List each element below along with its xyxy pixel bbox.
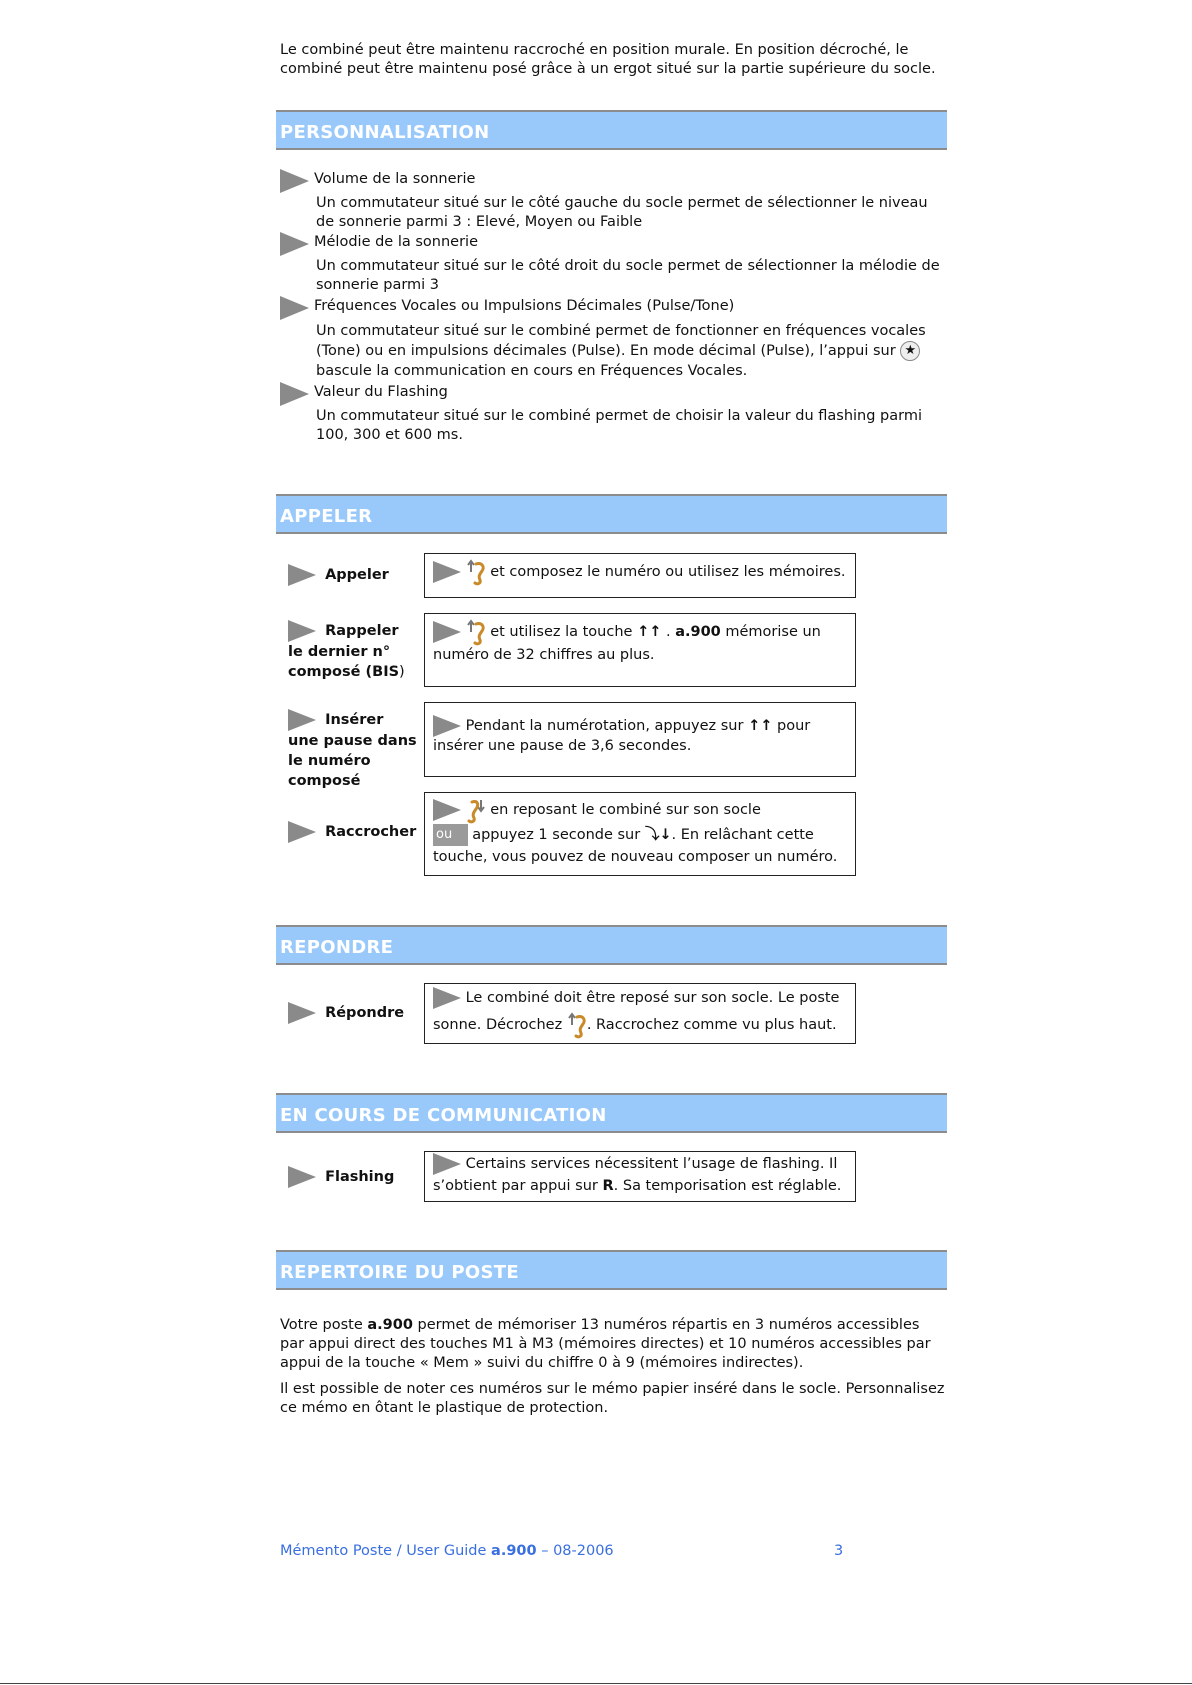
perso-item-body [316, 321, 946, 381]
footer-brand: a.900 [491, 1543, 537, 1559]
step-box-text: Certains services nécessitent l’usage de flashing. Il s’obtient par appui sur [433, 1156, 838, 1194]
perso-item-flashing [280, 382, 945, 443]
step-label-rappeler [288, 620, 418, 682]
triangle-right-icon [433, 799, 461, 821]
section-title: EN COURS DE COMMUNICATION [280, 1105, 607, 1126]
handset-down-icon [466, 796, 486, 824]
step-box-text: et composez le numéro ou utilisez les mémoires. [490, 564, 846, 580]
paragraph-text: permet de mémoriser 13 numéros répartis en 3 numéros accessibles par appui direct des touches M1 à M3 (mémoires directes) et 10 numéros accessibles par appui de la touche « Mem » suivi du chiffre 0 à 9 (mémoires indirectes). [280, 1317, 931, 1371]
triangle-right-icon [433, 1153, 461, 1175]
triangle-right-icon [288, 620, 316, 642]
double-up-arrow-icon: ↑↑ [637, 624, 662, 640]
step-box-pause [424, 702, 856, 777]
triangle-right-icon [280, 169, 309, 193]
perso-item-title: Valeur du Flashing [314, 384, 448, 400]
step-box-appeler [424, 553, 856, 598]
r-key-label: R [602, 1178, 614, 1194]
ou-arrow-badge [433, 824, 468, 846]
triangle-right-icon [433, 561, 461, 583]
step-box-raccrocher [424, 792, 856, 876]
step-box-text: appuyez 1 seconde sur [472, 827, 641, 843]
step-box-text: en reposant le combiné sur son socle [490, 802, 761, 818]
step-label-repondre [288, 1002, 418, 1024]
section-title: APPELER [280, 506, 373, 527]
section-header-communication [276, 1093, 947, 1133]
section-header-repertoire [276, 1250, 947, 1290]
step-box-text: et utilisez la touche [490, 624, 633, 640]
perso-item-title: Volume de la sonnerie [314, 171, 476, 187]
triangle-right-icon [280, 382, 309, 406]
triangle-right-icon [280, 296, 309, 320]
step-box-text: . En relâchant cette touche, vous pouvez de nouveau composer un numéro. [433, 827, 838, 865]
handset-lift-icon [567, 1011, 587, 1039]
step-label-flashing [288, 1166, 418, 1188]
step-box-text: . [665, 624, 671, 640]
hook-flash-icon: ⤵︎↓ [644, 827, 672, 843]
brand-name: a.900 [675, 624, 721, 640]
star-key-icon: ★ [900, 341, 920, 361]
perso-item-frequences [280, 296, 945, 379]
section-title: PERSONNALISATION [280, 122, 490, 143]
triangle-right-icon [288, 821, 316, 843]
triangle-right-icon [288, 709, 316, 731]
brand-name: a.900 [367, 1317, 413, 1333]
footer-date: – 08-2006 [541, 1543, 614, 1559]
handset-lift-icon [466, 618, 486, 646]
step-box-text: pour insérer une pause de 3,6 secondes. [433, 718, 811, 754]
step-label-pause [288, 709, 418, 791]
perso-body-text: Un commutateur situé sur le combiné permet de fonctionner en fréquences vocales (Tone) ou en impulsions décimales (Pulse). En mode décimal (Pulse), l’appui sur [316, 323, 926, 359]
triangle-right-icon [288, 1166, 316, 1188]
step-box-flashing [424, 1151, 856, 1202]
step-label-text: ) [399, 664, 405, 680]
ou-label: ou [436, 827, 453, 842]
perso-item-melodie [280, 232, 945, 293]
perso-item-volume [280, 169, 945, 230]
paragraph-text: Votre poste [280, 1317, 363, 1333]
repertoire-paragraph-2: Il est possible de noter ces numéros sur le mémo papier inséré dans le socle. Personnalisez ce mémo en ôtant le plastique de protection. [280, 1381, 945, 1416]
perso-item-body: Un commutateur situé sur le côté droit du socle permet de sélectionner la mélodie de sonnerie parmi 3 [316, 258, 940, 293]
section-header-repondre [276, 925, 947, 965]
page-bottom-border [0, 1683, 1192, 1684]
triangle-right-icon [288, 1002, 316, 1024]
triangle-right-icon [280, 232, 309, 256]
footer-label: Mémento Poste / User Guide [280, 1543, 487, 1559]
step-label-text: Appeler [325, 567, 389, 583]
triangle-right-icon [288, 564, 316, 586]
perso-item-title: Fréquences Vocales ou Impulsions Décimales (Pulse/Tone) [314, 298, 735, 314]
triangle-right-icon [433, 715, 461, 737]
step-label-text: Flashing [325, 1169, 395, 1185]
step-label-text: Insérer une pause dans le numéro composé [288, 712, 417, 789]
step-box-text: Le combiné doit être reposé sur son socle. Le poste sonne. Décrochez [433, 990, 840, 1033]
handset-lift-icon [466, 558, 486, 586]
step-box-text: . Raccrochez comme vu plus haut. [586, 1017, 837, 1033]
step-box-text: mémorise un numéro de 32 chiffres au plus. [433, 624, 821, 663]
section-header-personnalisation [276, 110, 947, 150]
footer-text [280, 1543, 614, 1559]
perso-item-body: Un commutateur situé sur le côté gauche du socle permet de sélectionner le niveau de sonnerie parmi 3 : Elevé, Moyen ou Faible [316, 195, 928, 230]
perso-item-title: Mélodie de la sonnerie [314, 234, 478, 250]
section-title: REPERTOIRE DU POSTE [280, 1262, 519, 1283]
bis-key-label: BIS [372, 664, 400, 680]
repertoire-paragraph-1 [280, 1316, 945, 1373]
intro-paragraph: Le combiné peut être maintenu raccroché en position murale. En position décroché, le combiné peut être maintenu posé grâce à un ergot situé sur la partie supérieure du socle. [280, 42, 936, 77]
step-box-text: Pendant la numérotation, appuyez sur [465, 718, 744, 734]
perso-item-body: Un commutateur situé sur le combiné permet de choisir la valeur du flashing parmi 100, 300 et 600 ms. [316, 408, 922, 443]
double-up-arrow-icon: ↑↑ [748, 718, 773, 734]
triangle-right-icon [433, 621, 461, 643]
perso-body-text: bascule la communication en cours en Fréquences Vocales. [316, 363, 748, 379]
step-box-rappeler [424, 613, 856, 687]
step-label-raccrocher [288, 821, 418, 843]
step-label-appeler [288, 564, 418, 586]
page-number: 3 [834, 1543, 844, 1559]
step-box-repondre [424, 983, 856, 1044]
step-box-text: . Sa temporisation est réglable. [613, 1178, 842, 1194]
step-label-text: Rappeler le dernier n° composé ( [288, 623, 399, 680]
step-label-text: Répondre [325, 1005, 405, 1021]
triangle-right-icon [433, 987, 461, 1009]
section-header-appeler [276, 494, 947, 534]
step-label-text: Raccrocher [325, 824, 417, 840]
section-title: REPONDRE [280, 937, 394, 958]
